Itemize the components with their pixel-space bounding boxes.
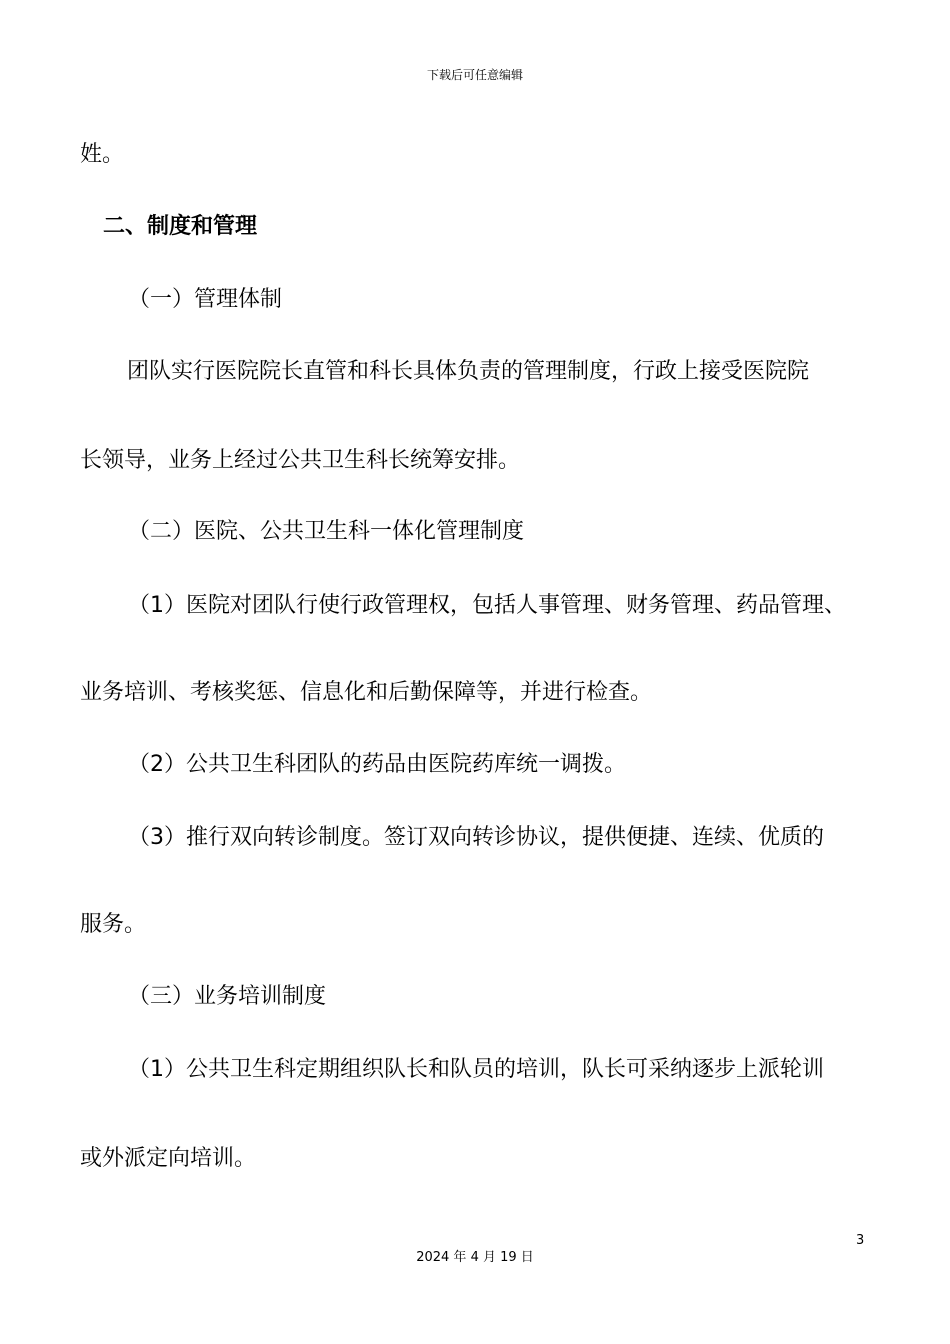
- list-item-line: 或外派定向培训。: [80, 1146, 257, 1171]
- paragraph-line: 姓。: [80, 142, 125, 167]
- subsection-heading: （三）业务培训制度: [128, 984, 327, 1009]
- list-item-line: 业务培训、考核奖惩、信息化和后勤保障等，并进行检查。: [80, 680, 653, 705]
- list-item-line: 服务。: [80, 912, 147, 937]
- paragraph-line: 长领导，业务上经过公共卫生科长统筹安排。: [80, 448, 521, 473]
- footer-date: 2024 年 4 月 19 日: [416, 1250, 534, 1265]
- list-item-line: （2）公共卫生科团队的药品由医院药库统一调拨。: [128, 752, 626, 777]
- page-header: 下载后可任意编辑: [426, 68, 523, 82]
- subsection-heading: （二）医院、公共卫生科一体化管理制度: [128, 519, 525, 544]
- page-number: 3: [856, 1233, 865, 1248]
- subsection-heading: （一）管理体制: [128, 287, 283, 312]
- list-item-line: （3）推行双向转诊制度。签订双向转诊协议，提供便捷、连续、优质的: [128, 825, 824, 850]
- list-item-line: （1）医院对团队行使行政管理权，包括人事管理、财务管理、药品管理、: [128, 593, 846, 618]
- list-item-line: （1）公共卫生科定期组织队长和队员的培训，队长可采纳逐步上派轮训: [128, 1057, 824, 1082]
- paragraph-line: 团队实行医院院长直管和科长具体负责的管理制度，行政上接受医院院: [127, 359, 810, 384]
- section-heading: 二、制度和管理: [103, 214, 258, 239]
